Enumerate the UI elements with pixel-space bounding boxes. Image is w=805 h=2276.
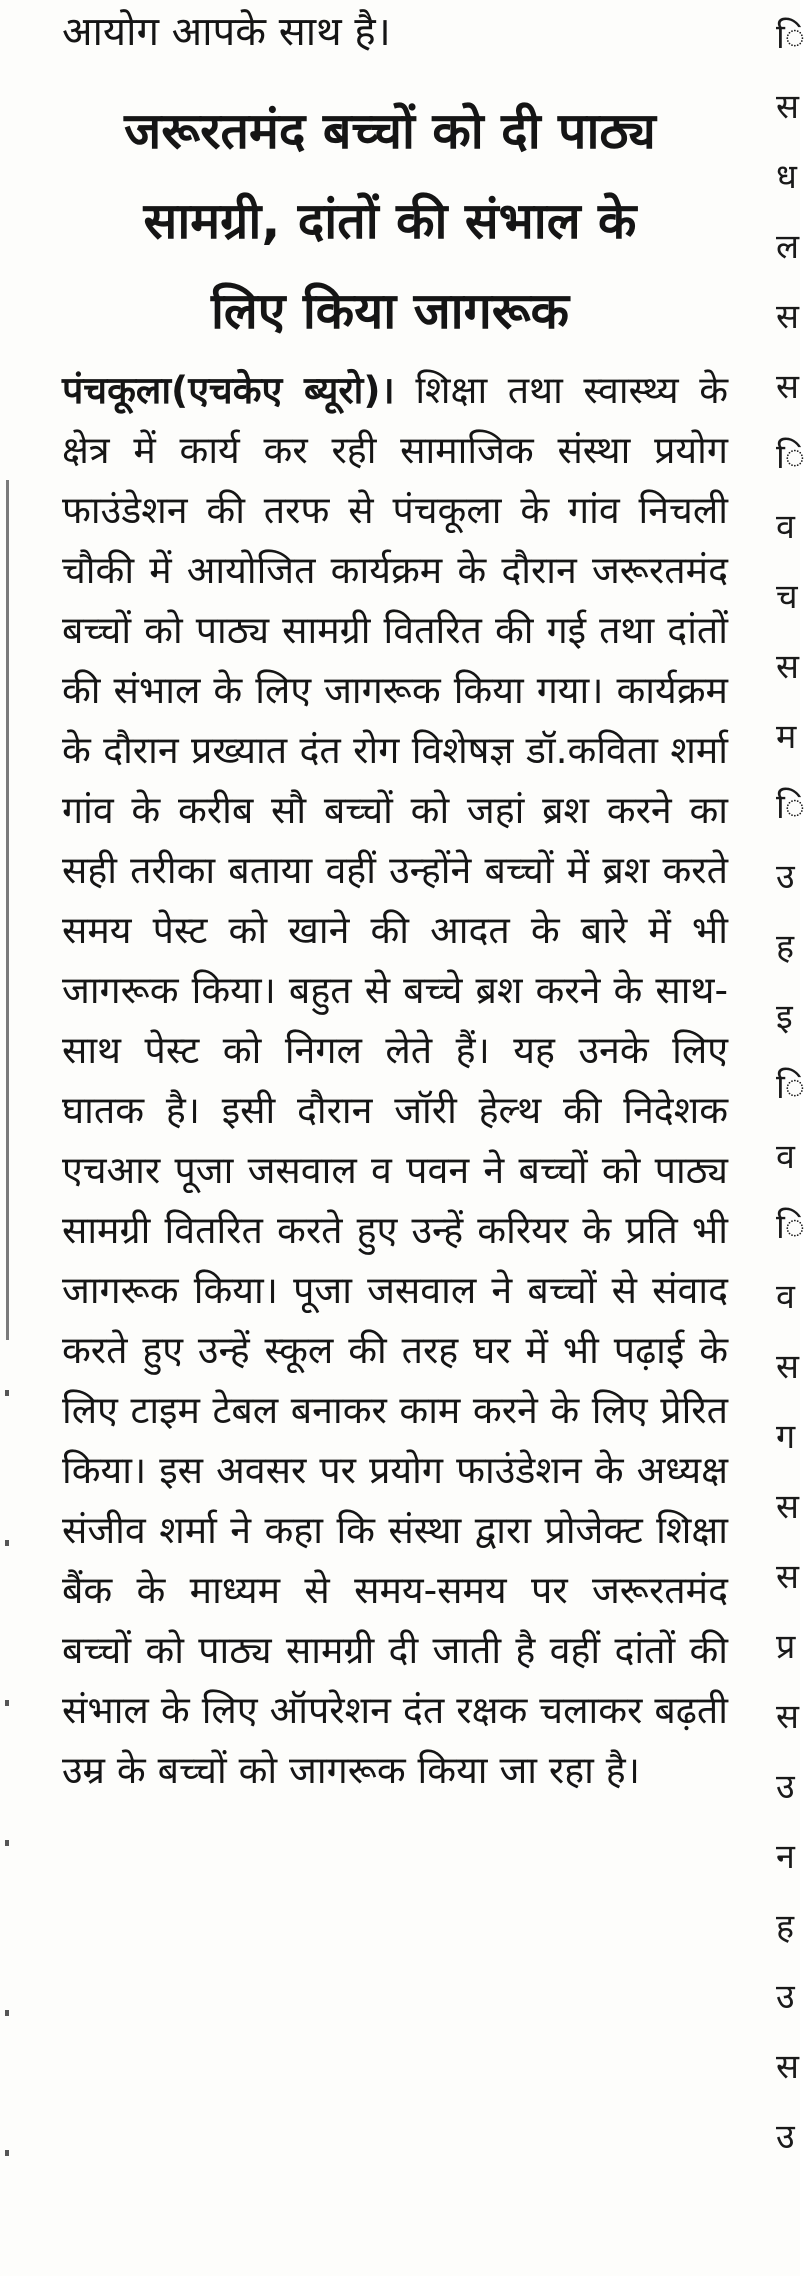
adjacent-column-fragment: स [776, 1347, 799, 1387]
adjacent-column-fragment: स [776, 1697, 799, 1737]
headline-line-2: सामग्री, दांतों की संभाल के [143, 192, 637, 250]
adjacent-column-fragment: ि [776, 437, 805, 477]
adjacent-column-fragment: व [776, 1137, 795, 1177]
adjacent-column-fragment: च [776, 577, 798, 617]
left-margin-mark [5, 1390, 9, 1396]
left-column-rule [6, 480, 9, 1340]
article-headline [40, 86, 740, 356]
adjacent-column-fragment: उ [776, 1767, 795, 1807]
adjacent-column-fragment: व [776, 507, 795, 547]
adjacent-column-fragment: स [776, 1557, 799, 1597]
adjacent-column-edge [772, 0, 805, 2276]
adjacent-column-fragment: ि [776, 17, 805, 57]
adjacent-column-fragment: ह [776, 927, 795, 967]
left-margin-mark [5, 1840, 9, 1846]
previous-article-last-line: आयोग आपके साथ है। [62, 9, 391, 55]
headline-line-1: जरूरतमंद बच्चों को दी पाठ्य [124, 102, 656, 160]
headline-line-3: लिए किया जागरूक [210, 282, 570, 340]
article-body-text: शिक्षा तथा स्वास्थ्य के क्षेत्र में कार्य कर रही सामाजिक संस्था प्रयोग फाउंडेशन की तरफ से पंचकूला के गांव निचली चौकी में आयोजित कार्यक्रम के दौरान जरूरतमंद बच्चों को पाठ्य सामग्री वितरित की गई तथा दांतों की संभाल के लिए जागरूक किया गया। कार्यक्रम के दौरान प्रख्यात दंत रोग विशेषज्ञ डॉ.कविता शर्मा गांव के करीब सौ बच्चों को जहां ब्रश करने का सही तरीका बताया वहीं उन्होंने बच्चों में ब्रश करते समय पेस्ट को खाने की आदत के बारे में भी जागरूक किया। बहुत से बच्चे ब्रश करने के साथ-साथ पेस्ट को निगल लेते हैं। यह उनके लिए घातक है। इसी दौरान जॉरी हेल्थ की निदेशक एचआर पूजा जसवाल व पवन ने बच्चों को पाठ्य सामग्री वितरित करते हुए उन्हें करियर के प्रति भी जागरूक किया। पूजा जसवाल ने बच्चों से संवाद करते हुए उन्हें स्कूल की तरह घर में भी पढ़ाई के लिए टाइम टेबल बनाकर काम करने के लिए प्रेरित किया। इस अवसर पर प्रयोग फाउंडेशन के अध्यक्ष संजीव शर्मा ने कहा कि संस्था द्वारा प्रोजेक्ट शिक्षा बैंक के माध्यम से समय-समय पर जरूरतमंद बच्चों को पाठ्य सामग्री दी जाती है वहीं दांतों की संभाल के लिए ऑपरेशन दंत रक्षक चलाकर बढ़ती उम्र के बच्चों को जागरूक किया जा रहा है। [62, 368, 729, 1792]
left-margin-mark [5, 1540, 9, 1546]
adjacent-column-fragment: प्र [776, 1627, 796, 1667]
adjacent-column-fragment: ग [776, 1417, 796, 1457]
adjacent-column-fragment: ि [776, 787, 805, 827]
left-margin-mark [5, 2150, 9, 2156]
adjacent-column-fragment: व [776, 1277, 795, 1317]
adjacent-column-fragment: स [776, 367, 799, 407]
adjacent-column-fragment: स [776, 297, 799, 337]
adjacent-column-fragment: स [776, 2047, 799, 2087]
adjacent-column-fragment: स [776, 647, 799, 687]
adjacent-column-fragment: ि [776, 1207, 805, 1247]
article-dateline: पंचकूला(एचकेए ब्यूरो)। [62, 368, 395, 412]
adjacent-column-fragment: म [776, 717, 797, 757]
adjacent-column-fragment: इ [776, 997, 793, 1037]
adjacent-column-fragment: स [776, 1487, 799, 1527]
adjacent-column-fragment: उ [776, 1977, 795, 2017]
article-body [62, 360, 728, 1800]
adjacent-column-fragment: ि [776, 1067, 805, 1107]
adjacent-column-fragment: ध [776, 157, 797, 197]
adjacent-column-fragment: उ [776, 857, 795, 897]
left-margin-mark [5, 2010, 9, 2016]
left-margin-mark [5, 1700, 9, 1706]
adjacent-column-fragment: ह [776, 1907, 795, 1947]
adjacent-column-fragment: स [776, 87, 799, 127]
adjacent-column-fragment: ल [776, 227, 800, 267]
adjacent-column-fragment: न [776, 1837, 795, 1877]
adjacent-column-fragment: उ [776, 2117, 795, 2157]
